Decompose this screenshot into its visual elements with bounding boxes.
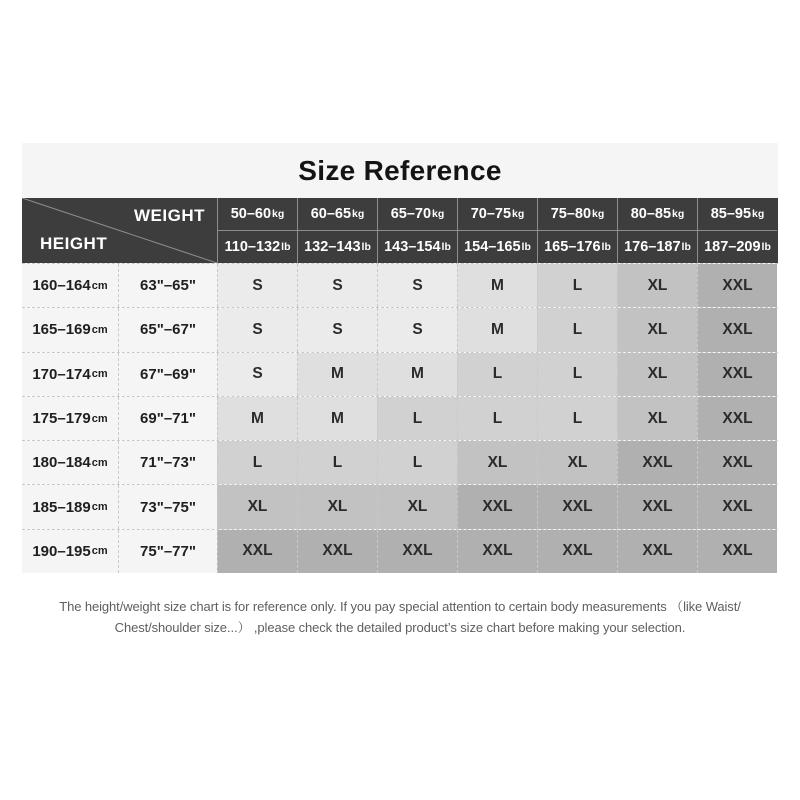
table-row (22, 352, 778, 396)
size-cell: XXL (697, 485, 777, 528)
size-cell: XL (377, 485, 457, 528)
height-cm-cell: 185–189 cm (22, 485, 118, 528)
weight-lb-cell: 154–165 lb (464, 239, 531, 255)
weight-kg-cell: 60–65 kg (298, 198, 377, 231)
size-cell: XXL (457, 530, 537, 573)
height-inch-cell: 71"–73" (118, 441, 217, 484)
weight-kg-cell: 50–60 kg (218, 198, 297, 231)
page-title: Size Reference (298, 154, 502, 186)
corner-cell (22, 198, 217, 263)
size-cell: S (217, 308, 297, 351)
size-cell: L (537, 264, 617, 307)
size-cell: XL (217, 485, 297, 528)
size-cell: XL (537, 441, 617, 484)
height-cm-cell: 180–184 cm (22, 441, 118, 484)
size-cell: XL (617, 397, 697, 440)
size-cell: XXL (697, 264, 777, 307)
size-cell: S (377, 264, 457, 307)
size-cell: XXL (537, 485, 617, 528)
size-cell: L (537, 308, 617, 351)
size-cell: L (457, 397, 537, 440)
size-cell: XL (617, 264, 697, 307)
size-cell: XXL (297, 530, 377, 573)
table-body (22, 263, 778, 573)
size-cell: M (457, 264, 537, 307)
weight-column-header (377, 198, 457, 263)
title-band (22, 143, 778, 198)
size-cell: XXL (617, 485, 697, 528)
table-row (22, 307, 778, 351)
table-row (22, 440, 778, 484)
size-cell: XXL (697, 308, 777, 351)
table-row (22, 484, 778, 528)
weight-lb-cell: 187–209 lb (704, 239, 771, 255)
size-cell: M (457, 308, 537, 351)
height-inch-cell: 73"–75" (118, 485, 217, 528)
size-cell: XXL (697, 353, 777, 396)
height-cm-cell: 175–179 cm (22, 397, 118, 440)
size-cell: L (537, 353, 617, 396)
weight-kg-cell: 75–80 kg (538, 198, 617, 231)
size-cell: XXL (377, 530, 457, 573)
weight-axis-label: WEIGHT (134, 206, 205, 225)
table-row (22, 529, 778, 573)
weight-lb-cell: 143–154 lb (384, 239, 451, 255)
size-cell: L (537, 397, 617, 440)
size-cell: XXL (697, 397, 777, 440)
weight-column-header (537, 198, 617, 263)
weight-kg-cell: 65–70 kg (378, 198, 457, 231)
weight-column-header (297, 198, 377, 263)
size-chart-card (22, 143, 778, 573)
weight-column-header (617, 198, 697, 263)
table-row (22, 263, 778, 307)
size-cell: L (377, 441, 457, 484)
size-cell: S (297, 264, 377, 307)
weight-lb-cell: 132–143 lb (304, 239, 371, 255)
size-cell: XL (297, 485, 377, 528)
table-header-row (22, 198, 778, 263)
weight-kg-cell: 80–85 kg (618, 198, 697, 231)
size-cell: XXL (617, 530, 697, 573)
size-cell: XL (617, 308, 697, 351)
size-cell: M (377, 353, 457, 396)
weight-column-header (457, 198, 537, 263)
height-inch-cell: 65"–67" (118, 308, 217, 351)
size-cell: L (217, 441, 297, 484)
weight-kg-cell: 85–95 kg (698, 198, 777, 231)
disclaimer-text (0, 596, 800, 638)
size-cell: S (217, 353, 297, 396)
weight-lb-cell: 165–176 lb (544, 239, 611, 255)
size-cell: XL (617, 353, 697, 396)
size-table (22, 198, 778, 573)
weight-lb-cell: 110–132 lb (224, 239, 291, 255)
weight-lb-cell: 176–187 lb (624, 239, 691, 255)
disclaimer-line-2: Chest/shoulder size...） ,please check the detailed product’s size chart before making your selection. (114, 620, 686, 635)
size-cell: M (297, 353, 377, 396)
size-cell: M (217, 397, 297, 440)
size-cell: XXL (697, 441, 777, 484)
size-cell: L (297, 441, 377, 484)
height-cm-cell: 170–174 cm (22, 353, 118, 396)
weight-column-header (697, 198, 777, 263)
size-cell: S (297, 308, 377, 351)
table-row (22, 396, 778, 440)
height-cm-cell: 190–195 cm (22, 530, 118, 573)
height-inch-cell: 69"–71" (118, 397, 217, 440)
size-cell: XXL (217, 530, 297, 573)
size-cell: L (457, 353, 537, 396)
weight-kg-cell: 70–75 kg (458, 198, 537, 231)
size-cell: XXL (697, 530, 777, 573)
height-inch-cell: 75"–77" (118, 530, 217, 573)
size-cell: XXL (537, 530, 617, 573)
size-cell: S (377, 308, 457, 351)
size-cell: XXL (617, 441, 697, 484)
size-cell: XXL (457, 485, 537, 528)
disclaimer-line-1: The height/weight size chart is for reference only. If you pay special attention to certain body measurements （like Waist/ (59, 599, 741, 614)
size-cell: L (377, 397, 457, 440)
height-axis-label: HEIGHT (40, 234, 108, 253)
height-inch-cell: 67"–69" (118, 353, 217, 396)
height-inch-cell: 63"–65" (118, 264, 217, 307)
weight-column-header (217, 198, 297, 263)
height-cm-cell: 165–169 cm (22, 308, 118, 351)
size-cell: M (297, 397, 377, 440)
weight-column-headers (217, 198, 778, 263)
size-cell: XL (457, 441, 537, 484)
height-cm-cell: 160–164 cm (22, 264, 118, 307)
size-cell: S (217, 264, 297, 307)
